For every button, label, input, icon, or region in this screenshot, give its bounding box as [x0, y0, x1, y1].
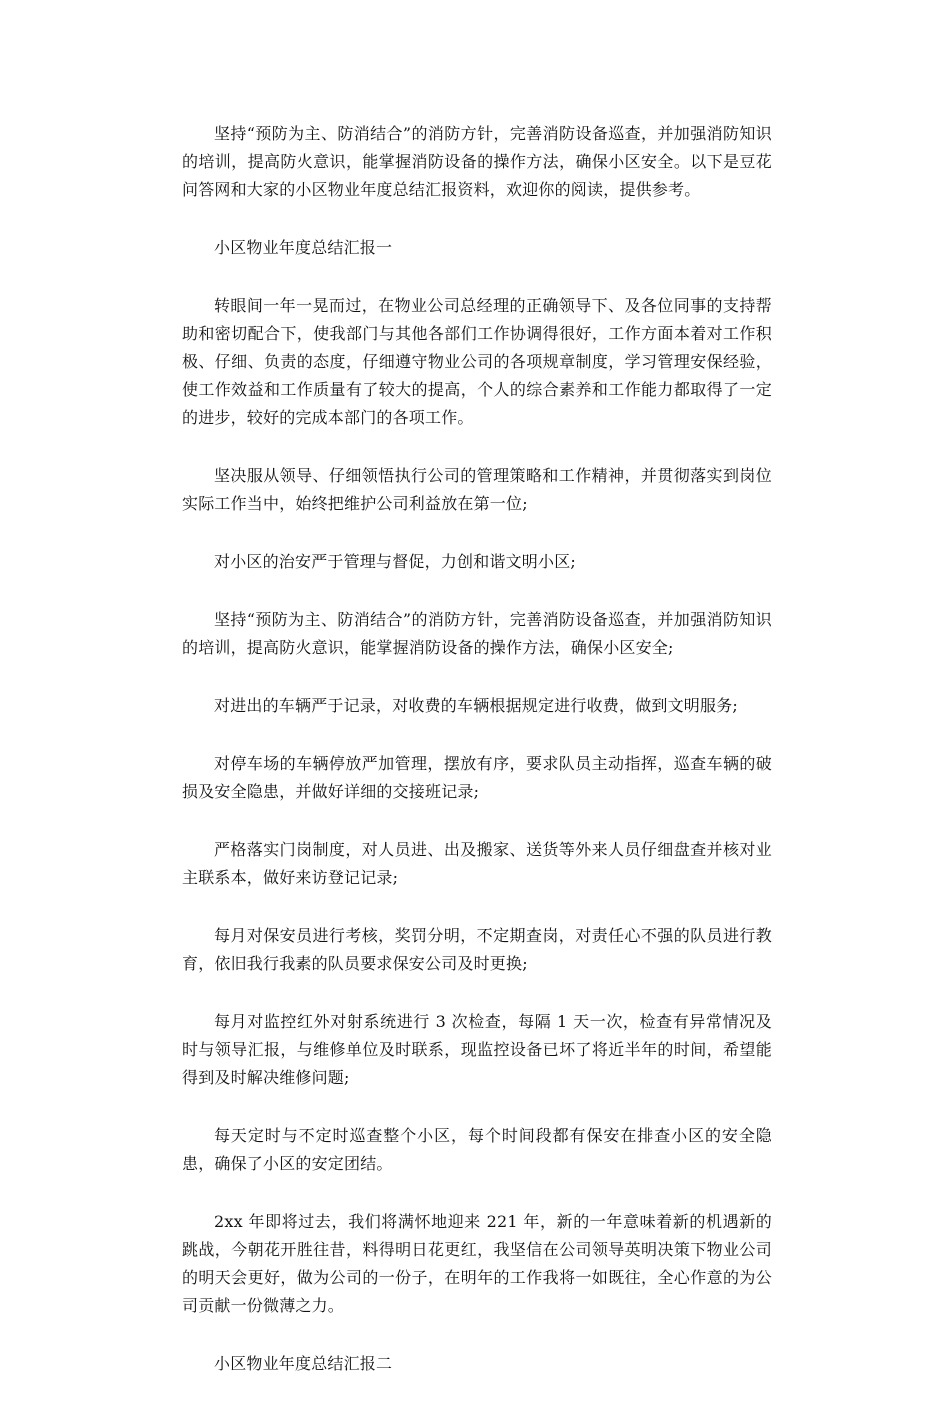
body-paragraph: 对小区的治安严于管理与督促，力创和谐文明小区;	[214, 552, 576, 571]
body-paragraph: 对停车场的车辆停放严加管理，摆放有序，要求队员主动指挥，巡查车辆的破损及安全隐患，并做好详细的交接班记录;	[182, 754, 772, 801]
body-paragraph: 2xx 年即将过去，我们将满怀地迎来 221 年，新的一年意味着新的机遇新的跳战，今朝花开胜往昔，料得明日花更红，我坚信在公司领导英明决策下物业公司的明天会更好，做为公司的一份子，在明年的工作我将一如既往，全心作意的为公司贡献一份微薄之力。	[182, 1212, 772, 1315]
section-heading-1: 小区物业年度总结汇报一	[214, 238, 393, 257]
section-heading-2: 小区物业年度总结汇报二	[214, 1354, 393, 1373]
intro-paragraph: 坚持“预防为主、防消结合”的消防方针，完善消防设备巡查，并加强消防知识的培训，提高防火意识，能掌握消防设备的操作方法，确保小区安全。以下是豆花问答网和大家的小区物业年度总结汇报资料，欢迎你的阅读，提供参考。	[182, 124, 772, 199]
body-paragraph: 坚决服从领导、仔细领悟执行公司的管理策略和工作精神，并贯彻落实到岗位实际工作当中，始终把维护公司利益放在第一位;	[182, 466, 772, 513]
body-paragraph: 每天定时与不定时巡查整个小区，每个时间段都有保安在排查小区的安全隐患，确保了小区的安定团结。	[182, 1126, 772, 1173]
body-paragraph: 坚持“预防为主、防消结合”的消防方针，完善消防设备巡查，并加强消防知识的培训，提高防火意识，能掌握消防设备的操作方法，确保小区安全;	[182, 610, 772, 657]
body-paragraph: 每月对保安员进行考核，奖罚分明，不定期查岗，对责任心不强的队员进行教育，依旧我行我素的队员要求保安公司及时更换;	[182, 926, 772, 973]
body-paragraph: 每月对监控红外对射系统进行 3 次检查，每隔 1 天一次，检查有异常情况及时与领导汇报，与维修单位及时联系，现监控设备已坏了将近半年的时间，希望能得到及时解决维修问题;	[182, 1012, 772, 1087]
document-body	[182, 120, 772, 1408]
body-paragraph: 严格落实门岗制度，对人员进、出及搬家、送货等外来人员仔细盘查并核对业主联系本，做好来访登记记录;	[182, 840, 772, 887]
body-paragraph: 转眼间一年一晃而过，在物业公司总经理的正确领导下、及各位同事的支持帮助和密切配合下，使我部门与其他各部们工作协调得很好，工作方面本着对工作积极、仔细、负责的态度，仔细遵守物业公司的各项规章制度，学习管理安保经验，使工作效益和工作质量有了较大的提高，个人的综合素养和工作能力都取得了一定的进步，较好的完成本部门的各项工作。	[182, 296, 772, 427]
body-paragraph: 对进出的车辆严于记录，对收费的车辆根据规定进行收费，做到文明服务;	[214, 696, 738, 715]
